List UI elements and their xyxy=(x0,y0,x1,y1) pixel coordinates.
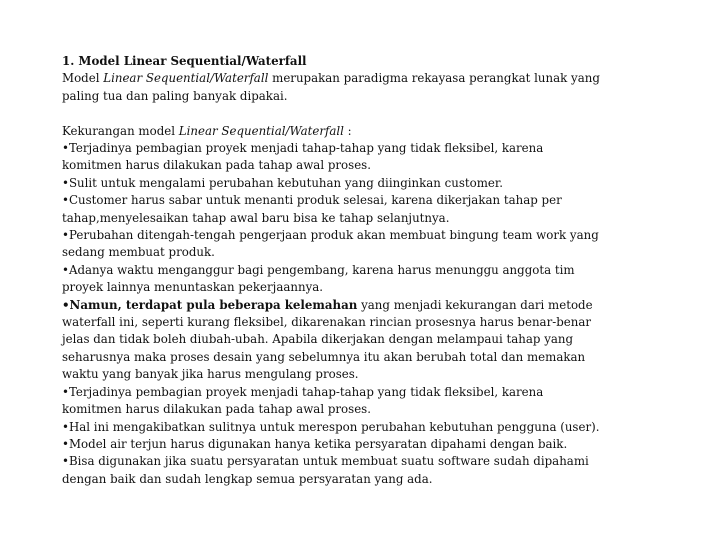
weakness-heading xyxy=(62,123,662,140)
bullet-when-to-use-cont: dengan baik dan sudah lengkap semua persyaratan yang ada. xyxy=(62,471,433,486)
bullet-user-response: •Hal ini mengakibatkan sulitnya untuk merespon perubahan kebutuhan pengguna (user). xyxy=(62,419,600,434)
bullet-weaknesses-cont-2: jelas dan tidak boleh diubah-ubah. Apabila dikerjakan dengan melampaui tahap yang xyxy=(62,332,574,347)
bullet-when-to-use: •Bisa digunakan jika suatu persyaratan untuk membuat suatu software sudah dipahami xyxy=(62,454,589,469)
intro-suffix: merupakan paradigma rekayasa perangkat lunak yang xyxy=(268,71,600,86)
bullet-rigid-phases-repeat-cont: komitmen harus dilakukan pada tahap awal proses. xyxy=(62,402,371,417)
bullet-customer-patience-cont: tahap,menyelesaikan tahap awal baru bisa ke tahap selanjutnya. xyxy=(62,210,450,225)
bullet-midway-changes-cont: sedang membuat produk. xyxy=(62,245,215,260)
bullet-idle-time-cont: proyek lainnya menuntaskan pekerjaannya. xyxy=(62,280,324,295)
bullet-weaknesses-rest: yang menjadi kekurangan dari metode xyxy=(357,297,593,312)
bullet-weaknesses-bold: •Namun, terdapat pula beberapa kelemahan xyxy=(62,297,358,312)
weakness-term: Linear Sequential/Waterfall xyxy=(178,123,344,138)
intro-line-1 xyxy=(62,70,662,87)
section-heading: 1. Model Linear Sequential/Waterfall xyxy=(62,54,307,68)
intro-term: Linear Sequential/Waterfall xyxy=(103,71,269,86)
bullet-rigid-phases-cont: komitmen harus dilakukan pada tahap awal proses. xyxy=(62,158,371,173)
bullet-rigid-phases: •Terjadinya pembagian proyek menjadi tahap-tahap yang tidak fleksibel, karena xyxy=(62,141,544,156)
bullet-weaknesses-cont-1: waterfall ini, seperti kurang fleksibel, dikarenakan rincian prosesnya harus benar-benar xyxy=(62,315,591,330)
bullet-midway-changes: •Perubahan ditengah-tengah pengerjaan produk akan membuat bingung team work yang xyxy=(62,228,599,243)
bullet-weaknesses-cont-3: seharusnya maka proses desain yang sebelumnya itu akan berubah total dan memakan xyxy=(62,349,586,364)
bullet-idle-time: •Adanya waktu menganggur bagi pengembang, karena harus menunggu anggota tim xyxy=(62,262,575,277)
paragraph-gap xyxy=(62,105,662,122)
intro-prefix: Model xyxy=(62,71,104,86)
intro-line-2: paling tua dan paling banyak dipakai. xyxy=(62,88,288,103)
bullet-weaknesses-cont-4: waktu yang banyak jika harus mengulang proses. xyxy=(62,367,359,382)
bullet-hard-to-change: •Sulit untuk mengalami perubahan kebutuhan yang diinginkan customer. xyxy=(62,175,504,190)
bullet-weaknesses xyxy=(62,297,662,314)
bullet-requirements-understood: •Model air terjun harus digunakan hanya ketika persyaratan dipahami dengan baik. xyxy=(62,436,568,451)
weakness-prefix: Kekurangan model xyxy=(62,123,179,138)
weakness-suffix: : xyxy=(343,123,352,138)
bullet-customer-patience: •Customer harus sabar untuk menanti produk selesai, karena dikerjakan tahap per xyxy=(62,193,562,208)
bullet-rigid-phases-repeat: •Terjadinya pembagian proyek menjadi tahap-tahap yang tidak fleksibel, karena xyxy=(62,384,544,399)
document-body xyxy=(62,53,662,488)
